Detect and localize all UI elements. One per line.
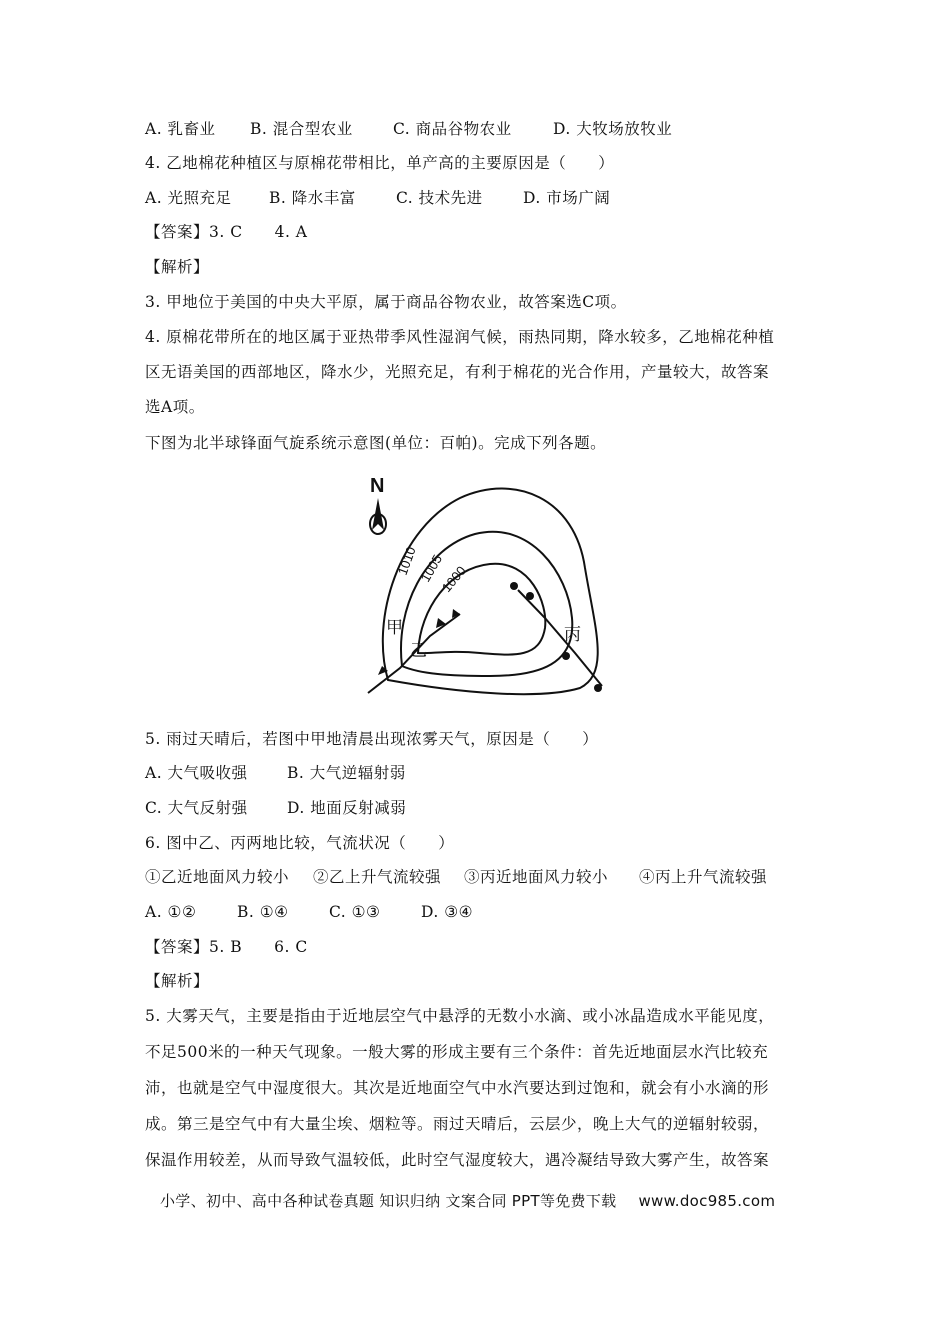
analysis-1-line: 区无语美国的西部地区，降水少，光照充足，有利于棉花的光合作用，产量较大，故答案: [145, 363, 770, 381]
answer-label: 【答案】: [145, 223, 210, 241]
cyclone-diagram: [340, 468, 620, 700]
q4-option-d: D. 市场广阔: [523, 189, 611, 207]
q6-option-a: A. ①②: [145, 903, 197, 921]
place-bing: 丙: [564, 625, 581, 645]
north-arrow: [370, 475, 386, 534]
q4-stem: 4. 乙地棉花种植区与原棉花带相比，单产高的主要原因是（ ）: [145, 154, 615, 172]
q6-statement: ③丙近地面风力较小: [464, 868, 609, 886]
q3-options: [145, 118, 810, 140]
q5-option-d: D. 地面反射减弱: [287, 799, 407, 817]
q4-option-a: A. 光照充足: [145, 189, 232, 207]
analysis-2-line: 沛，也就是空气中湿度很大。其次是近地面空气中水汽要达到过饱和，就会有小水滴的形: [145, 1079, 770, 1097]
analysis-2-line: 保温作用较差，从而导致气温较低，此时空气湿度较大，遇冷凝结导致大雾产生，故答案: [145, 1151, 770, 1169]
q5-options-row2: [145, 797, 810, 819]
page-footer: [160, 1190, 775, 1211]
q3-option-d: D. 大牧场放牧业: [553, 120, 673, 138]
q5-option-b: B. 大气逆辐射弱: [287, 764, 406, 782]
analysis-1-line: 4. 原棉花带所在的地区属于亚热带季风性湿润气候，雨热同期，降水较多，乙地棉花种植: [145, 328, 775, 346]
q6-statement: ①乙近地面风力较小: [145, 868, 290, 886]
isobar-label-1005: 1005: [417, 551, 446, 585]
warm-front-dot: [594, 684, 602, 692]
q5-option-a: A. 大气吸收强: [145, 764, 248, 782]
analysis-label-1: 【解析】: [145, 258, 210, 276]
q6-statements: [145, 866, 810, 888]
q3-option-c: C. 商品谷物农业: [393, 120, 512, 138]
answer-text: 3. C 4. A: [209, 223, 308, 241]
figure-intro: 下图为北半球锋面气旋系统示意图(单位：百帕)。完成下列各题。: [145, 434, 607, 452]
q6-options: [145, 901, 810, 923]
q6-statement: ②乙上升气流较强: [313, 868, 442, 886]
q4-option-c: C. 技术先进: [396, 189, 483, 207]
place-jia: 甲: [386, 618, 403, 638]
answer-label: 【答案】: [145, 938, 210, 956]
q6-option-b: B. ①④: [237, 903, 289, 921]
analysis-2-line: 5. 大雾天气，主要是指由于近地层空气中悬浮的无数小水滴、或小冰晶造成水平能见度，: [145, 1007, 775, 1025]
analysis-1-line: 选A项。: [145, 398, 205, 416]
q4-option-b: B. 降水丰富: [269, 189, 356, 207]
warm-front-dot: [510, 582, 518, 590]
footer-text: 小学、初中、高中各种试卷真题 知识归纳 文案合同 PPT等免费下载: [160, 1192, 617, 1210]
q3-option-b: B. 混合型农业: [250, 120, 353, 138]
q4-options: [145, 187, 810, 209]
q6-statement: ④丙上升气流较强: [639, 868, 768, 886]
analysis-2-line: 成。第三是空气中有大量尘埃、烟粒等。雨过天晴后，云层少，晚上大气的逆辐射较弱，: [145, 1115, 770, 1133]
q5-stem: 5. 雨过天晴后，若图中甲地清晨出现浓雾天气，原因是（ ）: [145, 730, 599, 748]
answer-text: 5. B 6. C: [209, 938, 308, 956]
footer-url[interactable]: www.doc985.com: [638, 1192, 776, 1210]
analysis-label-2: 【解析】: [145, 972, 210, 990]
q6-option-d: D. ③④: [421, 903, 474, 921]
q6-option-c: C. ①③: [329, 903, 381, 921]
answer-1: [145, 221, 810, 243]
analysis-2-line: 不足500米的一种天气现象。一般大雾的形成主要有三个条件：首先近地面层水汽比较充: [145, 1043, 769, 1061]
place-yi: 乙: [410, 641, 427, 661]
q3-option-a: A. 乳畜业: [145, 120, 216, 138]
isobar-label-1000: 1000: [438, 563, 469, 595]
warm-front-dot: [562, 652, 570, 660]
cyclone-figure: [340, 468, 620, 700]
q5-options-row1: [145, 762, 810, 784]
q5-option-c: C. 大气反射强: [145, 799, 248, 817]
north-label: N: [370, 475, 385, 497]
q6-stem: 6. 图中乙、丙两地比较，气流状况（ ）: [145, 834, 455, 852]
warm-front-dot: [526, 592, 534, 600]
answer-2: [145, 936, 810, 958]
analysis-1-line: 3. 甲地位于美国的中央大平原，属于商品谷物农业，故答案选C项。: [145, 293, 627, 311]
isobar-label-1010: 1010: [394, 544, 419, 578]
warm-front-markers: [510, 582, 602, 692]
isobar-1000: [418, 564, 545, 655]
